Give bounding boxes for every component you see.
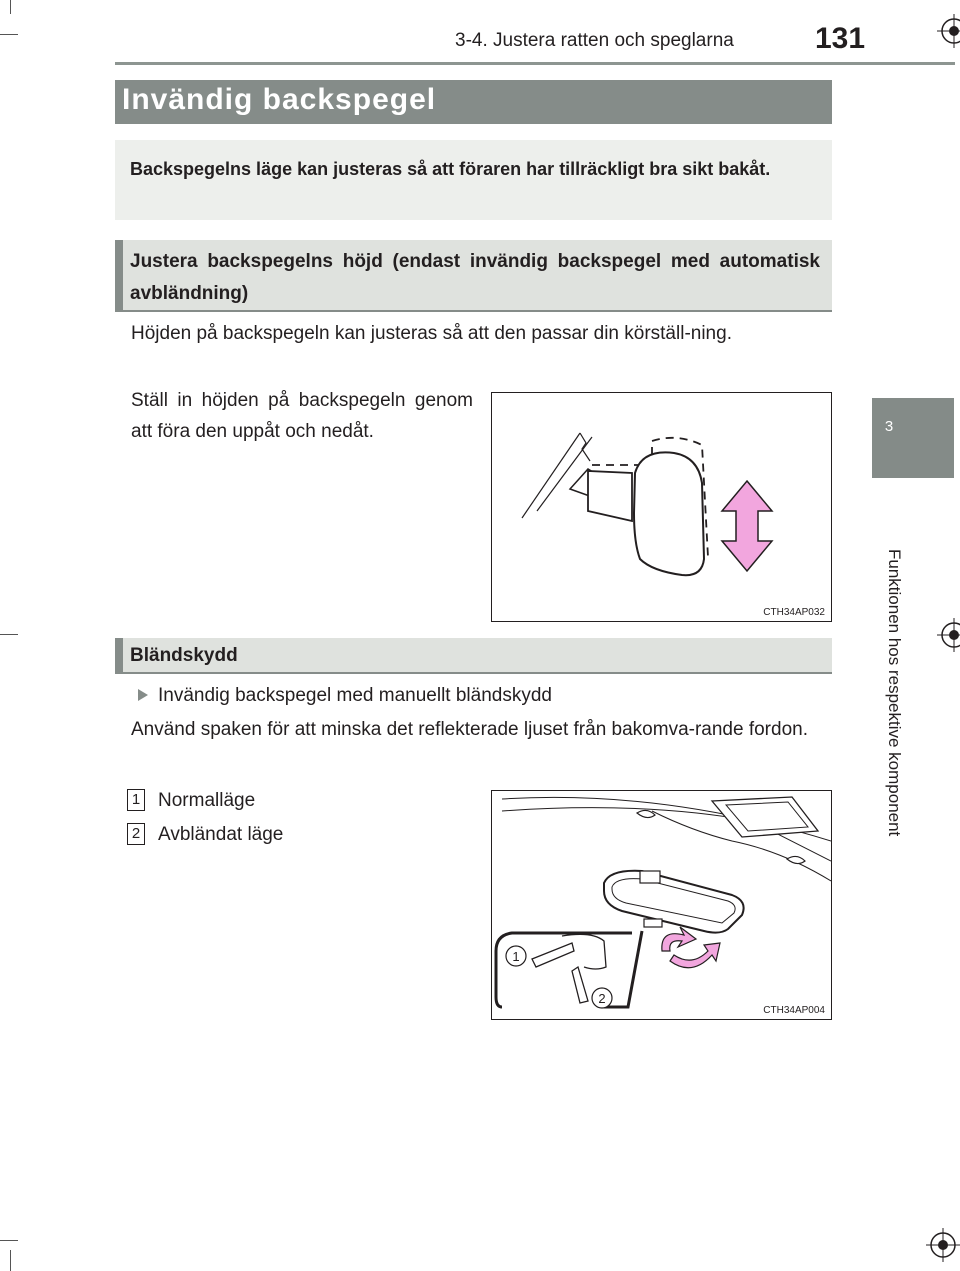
figure-code: CTH34AP004 [763, 1005, 825, 1016]
item-number-box: 2 [127, 823, 145, 845]
subsection-heading-antiglare [115, 638, 832, 674]
crop-mark [10, 0, 11, 14]
list-item [127, 785, 457, 815]
item-number-box: 1 [127, 789, 145, 811]
subsection-heading-antiglare-text: Bländskydd [130, 645, 238, 666]
item-label: Normalläge [158, 790, 256, 811]
antiglare-bullet-text: Invändig backspegel med manuellt bländskydd [158, 685, 552, 706]
antiglare-illustration [492, 791, 831, 1019]
subsection-heading-height [115, 240, 832, 312]
antiglare-figure [491, 790, 832, 1020]
page-number: 131 [815, 22, 866, 55]
section-title-band [115, 80, 832, 124]
intro-text: Backspegelns läge kan justeras så att föraren har tillräckligt bra sikt bakåt. [130, 159, 771, 179]
height-paragraph-1: Höjden på backspegeln kan justeras så att den passar din körställ-ning. [131, 323, 732, 344]
antiglare-paragraph: Använd spaken för att minska det reflekterade ljuset från bakomva-rande fordon. [131, 719, 808, 740]
section-title: Invändig backspegel [122, 83, 437, 116]
registration-mark-icon [926, 1228, 960, 1262]
crop-mark [0, 34, 18, 35]
bullet-triangle-icon [136, 688, 150, 702]
subsection-heading-height-text: Justera backspegelns höjd (endast invändig backspegel med automatisk avbländning) [130, 251, 820, 304]
chapter-header-title: 3-4. Justera ratten och speglarna [455, 30, 734, 51]
registration-mark-icon [937, 14, 960, 48]
height-paragraph-2: Ställ in höjden på backspegeln genom att föra den uppåt och nedåt. [131, 390, 473, 442]
callout-2: 2 [598, 991, 606, 1006]
intro-box [115, 140, 832, 220]
mirror-height-figure [491, 392, 832, 622]
header-rule [115, 62, 955, 65]
crop-mark [0, 1240, 18, 1241]
registration-mark-icon [937, 618, 960, 652]
callout-1: 1 [512, 949, 520, 964]
crop-mark [10, 1250, 11, 1271]
item-label: Avbländat läge [158, 824, 284, 845]
chapter-side-label: Funktionen hos respektive komponent [885, 549, 904, 837]
crop-mark [0, 634, 18, 635]
figure-code: CTH34AP032 [763, 607, 825, 618]
chapter-side-tab [872, 398, 954, 478]
mirror-height-illustration [492, 393, 831, 621]
chapter-tab-number: 3 [884, 418, 894, 435]
list-item [127, 819, 457, 849]
